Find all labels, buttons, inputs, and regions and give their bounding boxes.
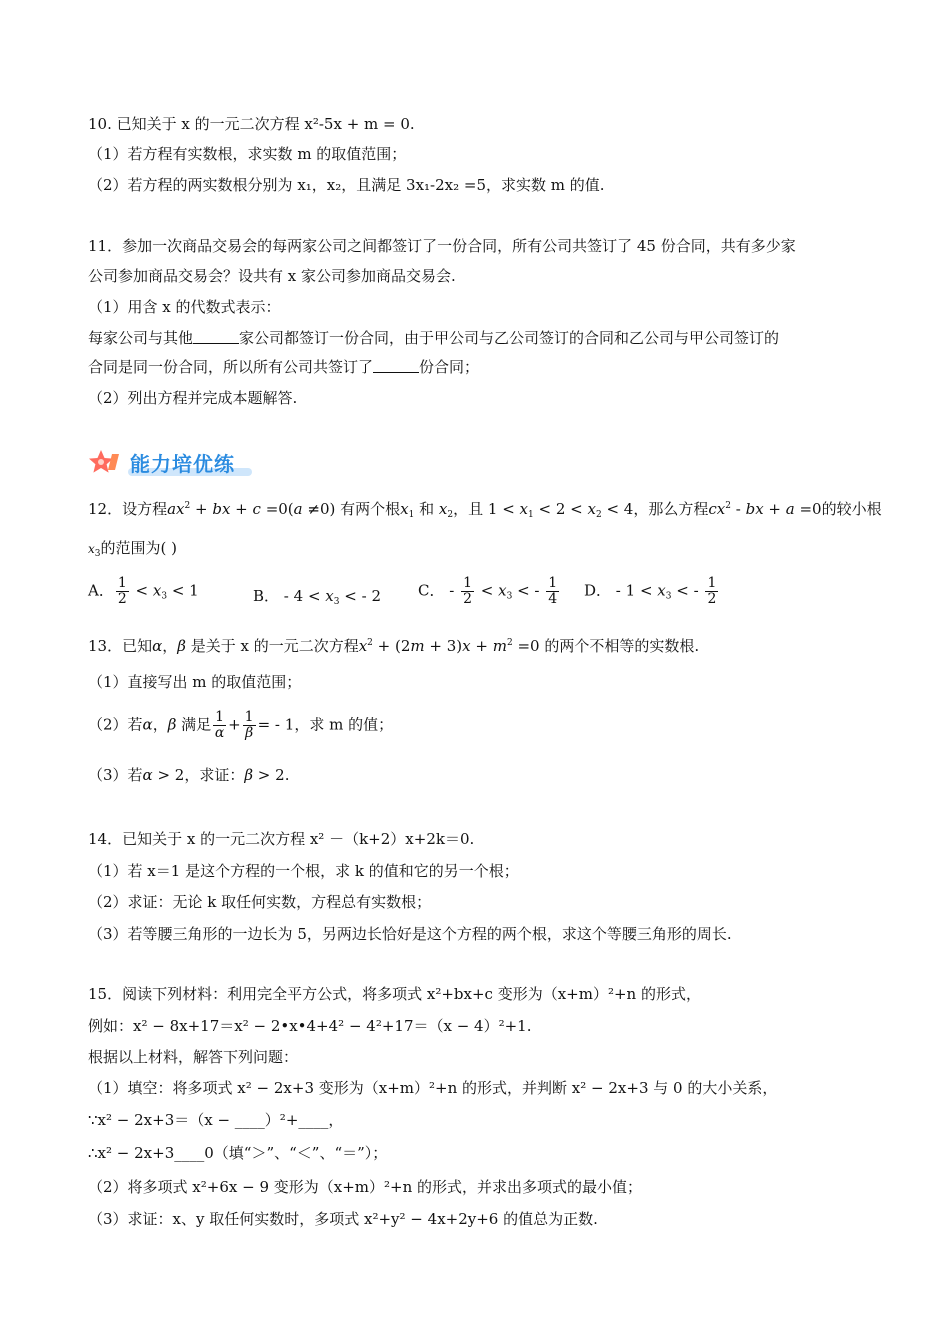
option-fraction: $\frac{1}{4}$ (548, 575, 558, 607)
q14-part1: （1）若 x＝1 是这个方程的一个根，求 k 的值和它的另一个根； (88, 862, 519, 880)
q11-part2: （2）列出方程并完成本题解答. (88, 389, 298, 407)
answer-blank[interactable] (193, 331, 239, 344)
q13-p2-c: ，求 m 的值； (294, 715, 394, 734)
option-fraction: $\frac{1}{2}$ (463, 575, 473, 607)
option-label: C． (418, 581, 445, 600)
q15-prompt: 根据以上材料，解答下列问题： (88, 1048, 299, 1066)
section-header (88, 448, 235, 478)
q13-p2-b: 满足 (181, 715, 212, 734)
q13-text-a: 13．已知 (88, 637, 153, 655)
q13-p2-a: （2）若 (88, 715, 143, 734)
q12-ineq: $1 < x_1 < 2 < x_2 < 4$ (483, 500, 634, 520)
q12-text-c: ，且 (453, 500, 484, 518)
q12-text-d: ，那么方程 (633, 500, 709, 518)
q15-part2: （2）将多项式 x²+6x − 9 变形为（x+m）²+n 的形式，并求出多项式的最小值； (88, 1178, 643, 1196)
q12-option-d[interactable]: D． - $1 < x_3$ < - $\frac{1}{2}$ (584, 575, 717, 607)
q12-line1 (88, 499, 882, 519)
q10-part1: （1）若方程有实数根，求实数 m 的取值范围； (88, 145, 407, 163)
q14-intro: 14．已知关于 x 的一元二次方程 x² －（k+2）x+2k＝0. (88, 830, 475, 848)
q13-frac-beta: $\frac{1}{\beta}$ (244, 709, 254, 741)
q13-p3-c: . (284, 766, 290, 784)
q15-intro: 15．阅读下列材料：利用完全平方公式，将多项式 x²+bx+c 变形为（x+m）²+n 的形式， (88, 985, 701, 1003)
q13-frac-alpha: $\frac{1}{\alpha}$ (214, 709, 225, 741)
q11-fill2-b: 份合同； (419, 358, 480, 376)
option-label: D． (584, 581, 612, 600)
q11-fill1-b: 家公司都签订一份合同，由于甲公司与乙公司签订的合同和乙公司与甲公司签订的 (239, 329, 780, 347)
q13-part3: （3）若α > 2，求证：β > 2. (88, 766, 290, 784)
q14-part2: （2）求证：无论 k 取任何实数，方程总有实数根； (88, 893, 432, 911)
alpha-symbol: α (152, 637, 163, 655)
q13-part2: （2）若α，β 满足 $\frac{1}{\alpha}$ + $\frac{1}{\beta}$ = - 1，求 m 的值； (88, 709, 394, 741)
q11-line2: 公司参加商品交易会？设共有 x 家公司参加商品交易会. (88, 267, 456, 285)
q13-line1 (88, 636, 699, 656)
q12-text-e: 的较小根 (821, 500, 882, 518)
q10-intro: 10. 已知关于 x 的一元二次方程 x²-5x + m = 0. (88, 115, 415, 133)
q15-part1: （1）填空：将多项式 x² − 2x+3 变形为（x+m）²+n 的形式，并判断 x² − 2x+3 与 0 的大小关系， (88, 1079, 778, 1097)
q12-range: 的范围为( ) (100, 539, 177, 557)
q15-example: 例如：x² − 8x+17＝x² − 2•x•4+4² − 4²+17＝（x − 4）²+1. (88, 1017, 532, 1035)
q13-equation: $x^2 + (2m + 3)x + m^2 =0$ (358, 637, 540, 655)
q11-line1: 11．参加一次商品交易会的每两家公司之间都签订了一份合同，所有公司共签订了 45 份合同，共有多少家 (88, 237, 796, 255)
q12-x3: $x_3$ (88, 542, 101, 559)
q12-text-b: 有两个根 (340, 500, 401, 518)
q15-part3: （3）求证：x、y 取任何实数时，多项式 x²+y² − 4x+2y+6 的值总为正数. (88, 1210, 598, 1228)
q15-therefore: ∴x² − 2x+3____0（填“＞”、“＜”、“＝”）； (88, 1144, 388, 1162)
q13-part1: （1）直接写出 m 的取值范围； (88, 673, 302, 691)
q11-fill-line2 (88, 357, 479, 377)
q10-part2: （2）若方程的两实数根分别为 x₁，x₂，且满足 3x₁-2x₂ =5，求实数 m 的值. (88, 176, 605, 194)
q13-p3-a: （3）若 (88, 766, 143, 784)
q12-option-a[interactable]: A． $\frac{1}{2}$ < $x_3 < 1$ (88, 575, 199, 607)
q15-because: ∵x² − 2x+3＝（x − ____）²+____， (88, 1111, 344, 1129)
q12-line2 (88, 538, 177, 559)
q12-roots: $x_1$ 和 $x_2$ (400, 500, 454, 520)
beta-symbol: β (177, 637, 186, 655)
q11-fill2-a: 合同是同一份合同，所以所有公司共签订了 (88, 358, 374, 376)
q12-eq2: $cx^2$ - bx + a =0 (708, 500, 822, 518)
q13-text-b: ， (162, 637, 178, 655)
q14-part3: （3）若等腰三角形的一边长为 5，另两边长恰好是这个方程的两个根，求这个等腰三角形的周长. (88, 925, 732, 943)
q13-text-c: 是关于 x 的一元二次方程 (190, 637, 359, 655)
option-label: A． (88, 581, 114, 600)
q11-fill-line1 (88, 328, 779, 348)
q11-part1: （1）用含 x 的代数式表示： (88, 298, 281, 316)
option-fraction: $\frac{1}{2}$ (707, 575, 717, 607)
q13-text-d: 的两个不相等的实数根. (544, 637, 700, 655)
q11-fill1-a: 每家公司与其他 (88, 329, 194, 347)
q12-eq1: $ax^2$ + bx + c =0(a ≠0) (167, 500, 336, 518)
q12-option-c[interactable]: C． - $\frac{1}{2}$ < $x_3$ < - $\frac{1}{4}$ (418, 575, 558, 607)
q12-option-b[interactable]: B． - $4 < x_3$ < - 2 (253, 587, 381, 607)
option-label: B． (253, 587, 280, 605)
answer-blank[interactable] (373, 360, 419, 373)
q12-text-a: 12．设方程 (88, 500, 168, 518)
section-title: 能力培优练 (130, 452, 235, 476)
option-fraction: $\frac{1}{2}$ (117, 575, 127, 607)
q13-p3-b: ，求证： (184, 766, 245, 784)
star-badge-icon (88, 448, 124, 476)
